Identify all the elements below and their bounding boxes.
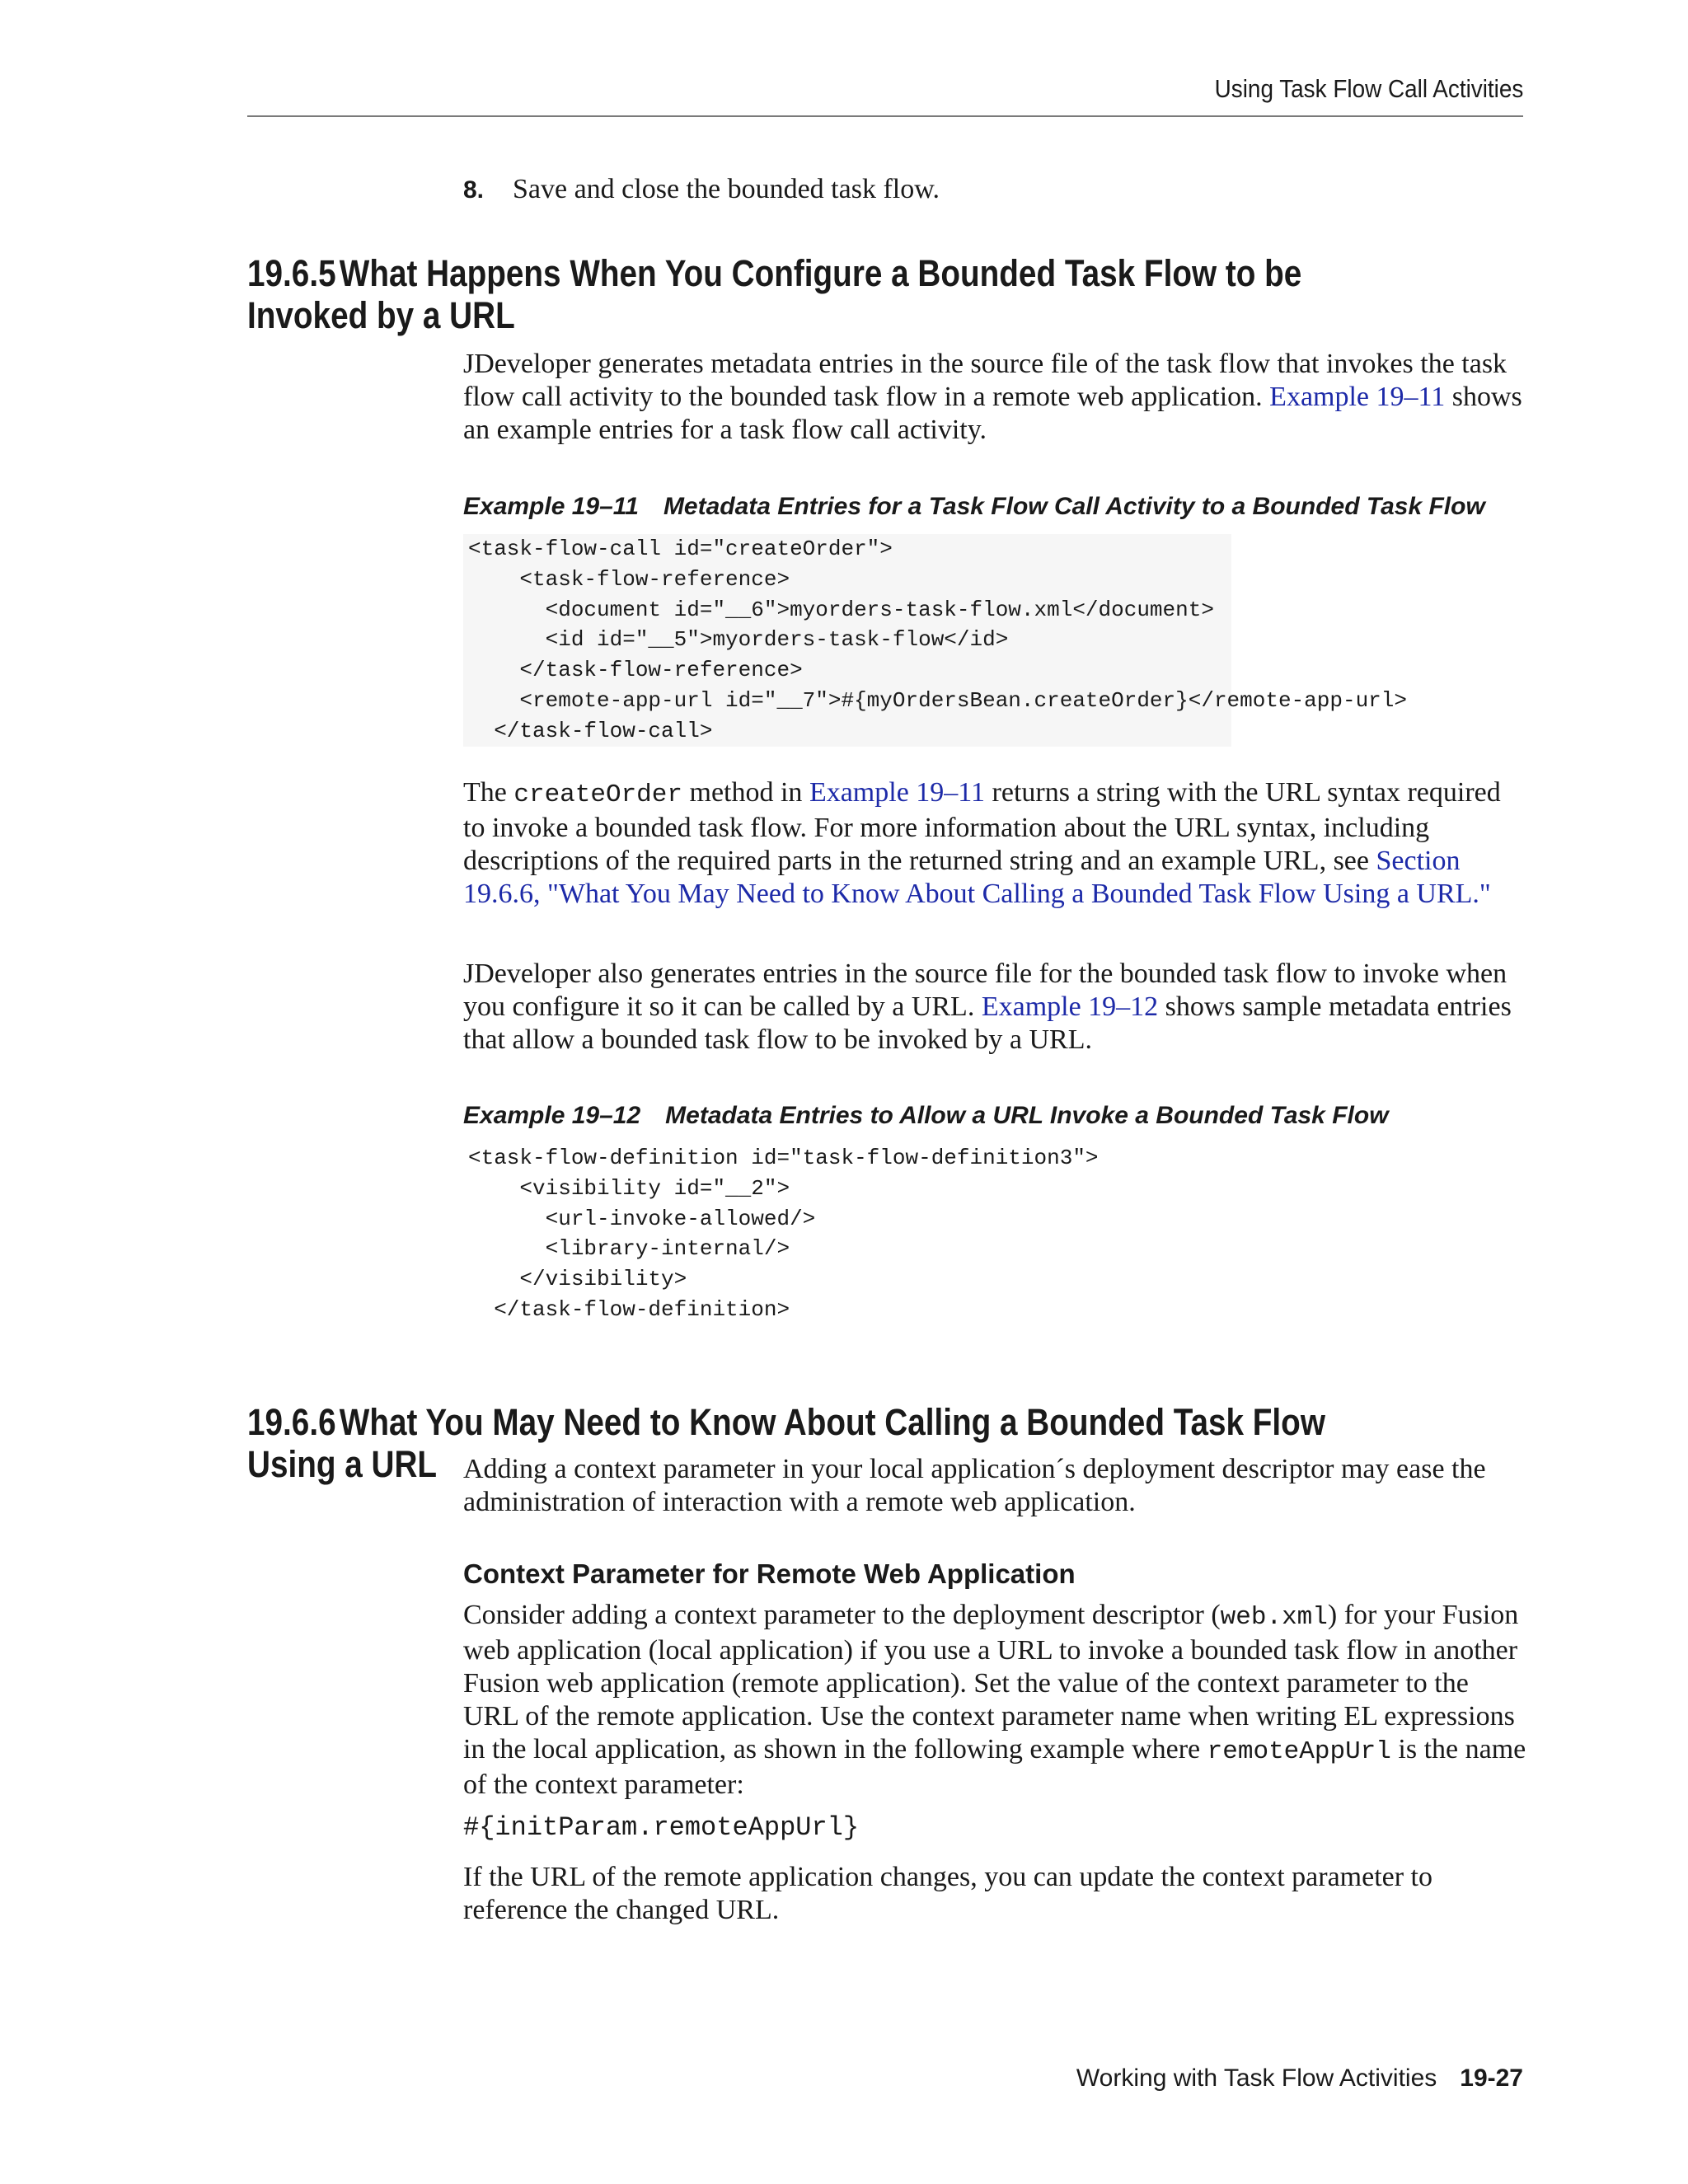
code-block-example-19-12: <task-flow-definition id="task-flow-definition3"> <visibility id="__2"> <url-invoke-allowed/> <library-internal/> </visibility> </task-flow-definition> — [463, 1143, 1100, 1325]
section-heading-19-6-5 — [247, 252, 1353, 336]
paragraph-text: JDeveloper generates metadata entries in the source file of the task flow that invokes the task flow call activity to the bounded task flow in a remote web application. — [463, 349, 1507, 412]
header-rule — [247, 115, 1523, 117]
example-19-12-link[interactable]: Example 19–12 — [981, 991, 1159, 1022]
example-caption: Metadata Entries to Allow a URL Invoke a Bounded Task Flow — [665, 1102, 1389, 1129]
paragraph-text: The — [463, 777, 514, 808]
section-19-6-6-link[interactable]: Section 19.6.6, "What You May Need to Know About Calling a Bounded Task Flow Using a URL." — [463, 846, 1491, 909]
step-text: Save and close the bounded task flow. — [513, 174, 940, 204]
paragraph-text: Consider adding a context parameter to the deployment descriptor ( — [463, 1600, 1221, 1630]
paragraph-text: method in — [682, 777, 809, 808]
section-number: 19.6.6 — [247, 1401, 336, 1443]
code-block-example-19-11: <task-flow-call id="createOrder"> <task-flow-reference> <document id="__6">myorders-task-flow.xml</document> <id id="__5">myorders-task-flow</id> </task-flow-reference> <remote-app-url id="__7">#{myOrdersBean.createOrder}</remote-app-url> </task-flow-call> — [463, 534, 1231, 747]
paragraph-text: ) for your Fusion web application (local application) if you use a URL to invoke a bounded task flow in another Fusion web application (remote application). Set the value of the context parameter to the URL of the remote application. Use the context parameter name when writing EL expressions in the local application, as shown in the following example where — [463, 1600, 1519, 1765]
page-footer — [1076, 2064, 1523, 2093]
paragraph-text: is the name of the context parameter: — [463, 1734, 1526, 1800]
step-number: 8. — [463, 176, 485, 204]
section-number: 19.6.5 — [247, 252, 336, 294]
example-title-19-12 — [463, 1101, 1389, 1131]
example-label: Example 19–12 — [463, 1102, 641, 1129]
paragraph-createorder — [463, 776, 1526, 911]
section-title: What Happens When You Configure a Bounded Task Flow to be Invoked by a URL — [247, 252, 1302, 336]
paragraph-text: shows sample metadata entries that allow a bounded task flow to be invoked by a URL. — [463, 991, 1512, 1055]
inline-code: web.xml — [1220, 1603, 1328, 1632]
paragraph-if-url-changes: If the URL of the remote application changes, you can update the context parameter to reference the changed URL. — [463, 1862, 1433, 1925]
inline-code: createOrder — [513, 780, 682, 809]
inline-code: remoteAppUrl — [1207, 1737, 1391, 1766]
example-label: Example 19–11 — [463, 493, 639, 520]
example-caption: Metadata Entries for a Task Flow Call Activity to a Bounded Task Flow — [663, 493, 1485, 520]
paragraph-adding-context: Adding a context parameter in your local application´s deployment descriptor may ease the administration of interaction with a remote web application. — [463, 1454, 1486, 1517]
example-19-11-link[interactable]: Example 19–11 — [1269, 382, 1446, 412]
paragraph-jdev-also-generates — [463, 958, 1526, 1057]
footer-chapter-title: Working with Task Flow Activities — [1076, 2064, 1437, 2092]
paragraph-text: JDeveloper also generates entries in the source file for the bounded task flow to invoke when you configure it so it can be called by a URL. — [463, 958, 1507, 1022]
example-title-19-11 — [463, 492, 1485, 522]
code-line-initparam: #{initParam.remoteAppUrl} — [463, 1812, 860, 1843]
page-number: 19-27 — [1460, 2064, 1523, 2092]
running-header: Using Task Flow Call Activities — [1214, 74, 1523, 103]
example-19-11-link[interactable]: Example 19–11 — [809, 777, 986, 808]
paragraph-jdev-generates — [463, 348, 1526, 447]
paragraph-text: returns a string with the URL syntax required to invoke a bounded task flow. For more information about the URL syntax, including descriptions of the required parts in the returned string and an example URL, see — [463, 777, 1501, 876]
paragraph-consider-adding — [463, 1599, 1526, 1802]
paragraph-text: shows an example entries for a task flow call activity. — [463, 382, 1522, 445]
subheading-context-parameter: Context Parameter for Remote Web Application — [463, 1558, 1076, 1589]
step-8 — [463, 173, 1526, 207]
section-title: What You May Need to Know About Calling a Bounded Task Flow Using a URL — [247, 1401, 1325, 1485]
